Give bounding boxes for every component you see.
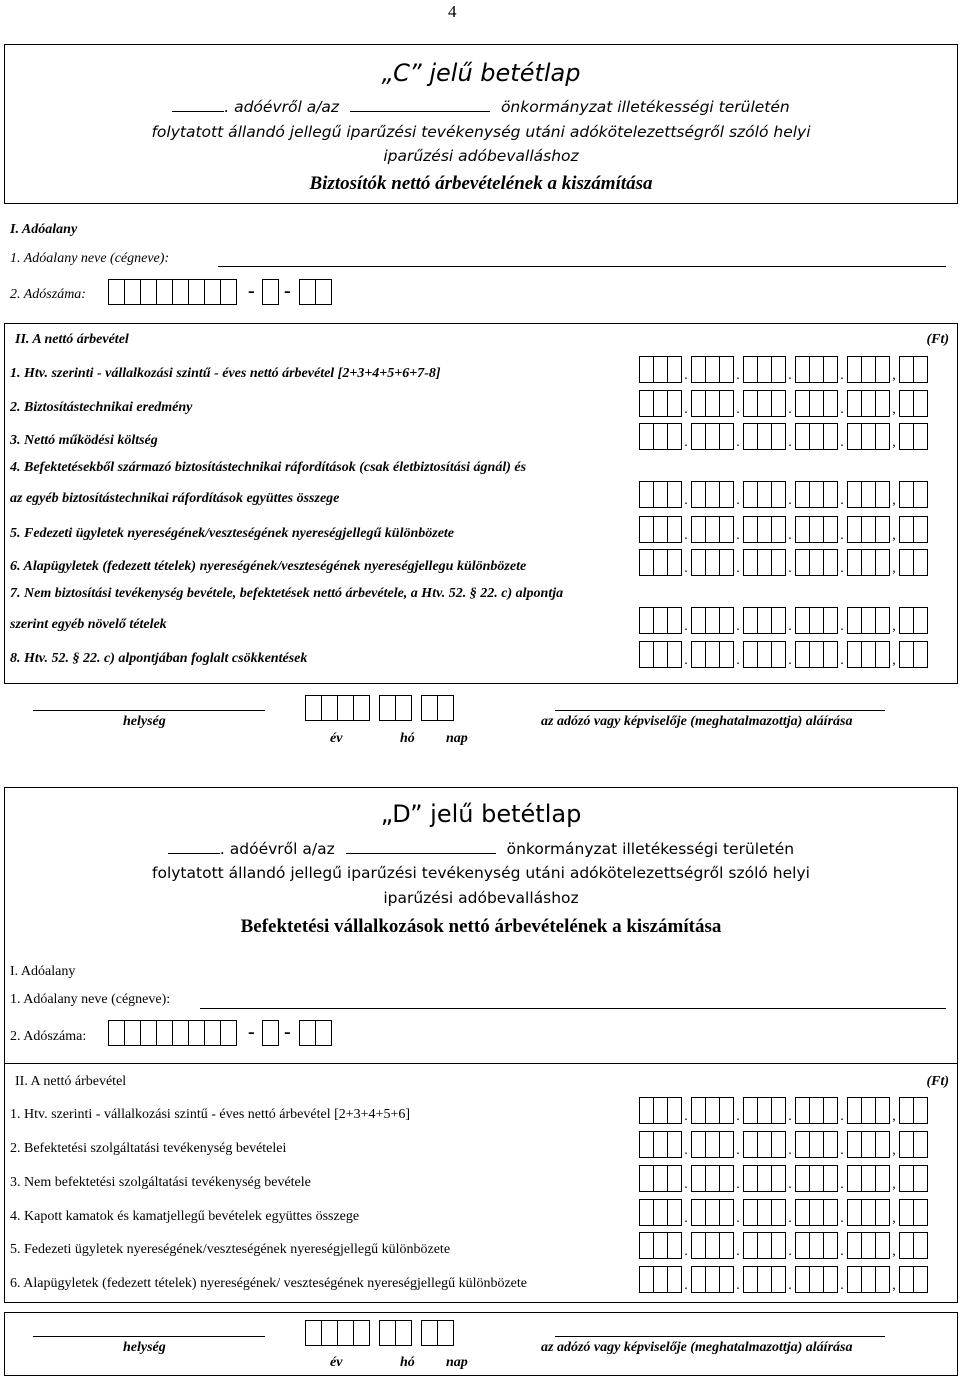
c-tax-number-dash2: - — [284, 280, 291, 302]
d-month-label: hó — [400, 1355, 415, 1370]
c-amount-field[interactable] — [639, 549, 927, 576]
c-month-label: hó — [400, 731, 415, 746]
c-day-label: nap — [446, 731, 468, 746]
d-date-cells[interactable] — [305, 1320, 453, 1346]
c-place-line[interactable] — [33, 710, 265, 711]
d-title: „D” jelű betétlap — [380, 800, 582, 828]
c-amount-field[interactable] — [639, 423, 927, 450]
amount-separator: . — [736, 402, 740, 417]
c-amount-field[interactable] — [639, 641, 927, 668]
c-signature-line[interactable] — [555, 710, 885, 711]
amount-separator: . — [840, 493, 844, 508]
amount-separator: . — [788, 402, 792, 417]
amount-separator: . — [788, 1211, 792, 1226]
c-row-label: 1. Htv. szerinti - vállalkozási szintű - éves nettó árbevétel [2+3+4+5+6+7-8] — [10, 366, 441, 381]
amount-separator: . — [684, 402, 688, 417]
d-signature-label: az adózó vagy képviselője (meghatalmazottja) aláírása — [541, 1340, 853, 1355]
amount-separator: . — [788, 619, 792, 634]
c-header-line3: iparűzési adóbevalláshoz — [383, 147, 579, 165]
c-title: „C” jelű betétlap — [381, 59, 581, 87]
d-tax-number-dash1: - — [248, 1021, 255, 1043]
d-year-label: év — [330, 1355, 343, 1370]
c-row-label: az egyéb biztosítástechnikai ráfordítások együttes összege — [10, 491, 340, 506]
amount-separator: . — [684, 1244, 688, 1259]
amount-separator: . — [788, 1244, 792, 1259]
c-header-year-suffix: . adóévről a/az — [224, 98, 340, 116]
d-header-municipality: önkormányzat illetékességi területén — [506, 840, 795, 858]
d-currency: (Ft) — [926, 1074, 949, 1089]
amount-separator: , — [892, 1244, 896, 1259]
c-header-line2: folytatott állandó jellegű iparűzési tevékenység utáni adókötelezettségről szóló helyi — [151, 123, 811, 141]
d-row-label: 6. Alapügyletek (fedezett tételek) nyereségének/ veszteségének nyereségjellegű különbözete — [10, 1276, 527, 1291]
amount-separator: . — [788, 1109, 792, 1124]
d-amount-field[interactable] — [639, 1232, 927, 1259]
amount-separator: . — [736, 1143, 740, 1158]
c-tax-number-dash1: - — [248, 280, 255, 302]
d-year-blank[interactable] — [168, 838, 220, 854]
amount-separator: . — [736, 368, 740, 383]
c-amount-field[interactable] — [639, 481, 927, 508]
amount-separator: , — [892, 1211, 896, 1226]
amount-separator: . — [840, 1211, 844, 1226]
amount-separator: . — [840, 1109, 844, 1124]
amount-separator: , — [892, 561, 896, 576]
amount-separator: . — [736, 1211, 740, 1226]
amount-separator: . — [736, 1278, 740, 1293]
amount-separator: . — [736, 1244, 740, 1259]
d-header-line2: folytatott állandó jellegű iparűzési tevékenység utáni adókötelezettségről szóló helyi — [152, 864, 810, 882]
c-municipality-blank[interactable] — [350, 96, 490, 112]
c-tax-number-vat-cell[interactable] — [262, 279, 278, 305]
amount-separator: . — [840, 1143, 844, 1158]
d-row-label: 2. Befektetési szolgáltatási tevékenység bevételei — [10, 1141, 287, 1156]
c-year-label: év — [330, 731, 343, 746]
d-amount-field[interactable] — [639, 1097, 927, 1124]
d-revenue-heading: II. A nettó árbevétel — [15, 1074, 127, 1089]
c-tax-number-cells[interactable] — [108, 279, 236, 305]
amount-separator: . — [788, 368, 792, 383]
d-tax-number-county-cells[interactable] — [299, 1020, 331, 1046]
amount-separator: . — [840, 435, 844, 450]
amount-separator: . — [736, 619, 740, 634]
c-row-label: 6. Alapügyletek (fedezett tételek) nyereségének/veszteségének nyereségjellegu különbözete — [10, 559, 527, 574]
d-row-label: 4. Kapott kamatok és kamatjellegű bevételek együttes összege — [10, 1209, 360, 1224]
amount-separator: . — [840, 619, 844, 634]
c-taxpayer-name-label: 1. Adóalany neve (cégneve): — [10, 251, 170, 266]
c-taxpayer-name-field[interactable] — [218, 266, 946, 267]
amount-separator: . — [684, 1177, 688, 1192]
amount-separator: , — [892, 368, 896, 383]
amount-separator: . — [684, 1278, 688, 1293]
d-taxpayer-name-label: 1. Adóalany neve (cégneve): — [10, 992, 171, 1007]
amount-separator: . — [788, 1278, 792, 1293]
amount-separator: . — [736, 435, 740, 450]
c-row-label: 8. Htv. 52. § 22. c) alpontjában foglalt csökkentések — [10, 651, 308, 666]
amount-separator: , — [892, 435, 896, 450]
amount-separator: , — [892, 493, 896, 508]
amount-separator: . — [788, 561, 792, 576]
c-amount-field[interactable] — [639, 607, 927, 634]
amount-separator: . — [684, 653, 688, 668]
c-date-cells[interactable] — [305, 695, 453, 721]
amount-separator: . — [684, 493, 688, 508]
c-row-label: 2. Biztosítástechnikai eredmény — [10, 400, 193, 415]
d-amount-field[interactable] — [639, 1266, 927, 1293]
c-header-municipality: önkormányzat illetékességi területén — [500, 98, 790, 116]
c-signature-label: az adózó vagy képviselője (meghatalmazottja) aláírása — [541, 714, 853, 729]
amount-separator: , — [892, 1143, 896, 1158]
amount-separator: . — [736, 493, 740, 508]
c-year-blank[interactable] — [172, 96, 224, 112]
amount-separator: , — [892, 619, 896, 634]
page-number: 4 — [448, 2, 457, 21]
c-row-label: 5. Fedezeti ügyletek nyereségének/veszteségének nyereségjellegű különbözete — [10, 526, 455, 541]
d-place-line[interactable] — [33, 1336, 265, 1337]
amount-separator: . — [684, 1211, 688, 1226]
amount-separator: . — [788, 435, 792, 450]
d-row-label: 1. Htv. szerinti - vállalkozási szintű - éves nettó árbevétel [2+3+4+5+6] — [10, 1107, 410, 1122]
c-row-label: 4. Befektetésekből származó biztosítástechnikai ráfordítások (csak életbiztosítási ágnál) és — [10, 460, 527, 475]
amount-separator: . — [736, 1109, 740, 1124]
amount-separator: . — [788, 493, 792, 508]
d-tax-number-cells[interactable] — [108, 1020, 236, 1046]
amount-separator: . — [736, 1177, 740, 1192]
amount-separator: , — [892, 1177, 896, 1192]
c-row-label: szerint egyéb növelő tételek — [10, 617, 167, 632]
amount-separator: . — [788, 1177, 792, 1192]
c-header-line1 — [5, 95, 957, 119]
d-subtitle: Befektetési vállalkozások nettó árbevételének a kiszámítása — [240, 916, 722, 937]
d-municipality-blank[interactable] — [346, 838, 496, 854]
c-amount-field[interactable] — [639, 390, 927, 417]
d-amount-field[interactable] — [639, 1165, 927, 1192]
c-taxpayer-heading: I. Adóalany — [10, 222, 78, 237]
d-amount-field[interactable] — [639, 1131, 927, 1158]
d-header-line3: iparűzési adóbevalláshoz — [383, 889, 579, 907]
c-row-label: 7. Nem biztosítási tevékenység bevétele, befektetések nettó árbevétele, a Htv. 52. § 22. c) alpontja — [10, 586, 564, 601]
amount-separator: . — [684, 528, 688, 543]
amount-separator: . — [788, 528, 792, 543]
amount-separator: , — [892, 1109, 896, 1124]
c-amount-field[interactable] — [639, 356, 927, 383]
amount-separator: , — [892, 402, 896, 417]
amount-separator: . — [684, 1143, 688, 1158]
c-place-label: helység — [123, 714, 166, 729]
d-amount-field[interactable] — [639, 1199, 927, 1226]
amount-separator: . — [684, 435, 688, 450]
d-row-label: 3. Nem befektetési szolgáltatási tevékenység bevétele — [10, 1175, 311, 1190]
amount-separator: . — [840, 402, 844, 417]
d-row-label: 5. Fedezeti ügyletek nyereségének/veszteségének nyereségjellegű különbözete — [10, 1242, 451, 1257]
amount-separator: . — [736, 561, 740, 576]
amount-separator: , — [892, 653, 896, 668]
amount-separator: , — [892, 1278, 896, 1293]
amount-separator: . — [684, 368, 688, 383]
c-subtitle: Biztosítók nettó árbevételének a kiszámítása — [309, 173, 653, 194]
amount-separator: . — [788, 1143, 792, 1158]
c-revenue-heading: II. A nettó árbevétel — [15, 332, 129, 347]
amount-separator: . — [840, 1278, 844, 1293]
amount-separator: . — [840, 1177, 844, 1192]
amount-separator: . — [788, 653, 792, 668]
d-tax-number-label: 2. Adószáma: — [10, 1029, 87, 1044]
d-place-label: helység — [123, 1340, 166, 1355]
amount-separator: , — [892, 528, 896, 543]
d-header-line1 — [5, 837, 957, 861]
d-tax-number-dash2: - — [284, 1021, 291, 1043]
amount-separator: . — [840, 528, 844, 543]
c-currency: (Ft) — [926, 332, 949, 347]
amount-separator: . — [736, 653, 740, 668]
amount-separator: . — [736, 528, 740, 543]
amount-separator: . — [684, 561, 688, 576]
c-tax-number-county-cells[interactable] — [299, 279, 331, 305]
d-taxpayer-heading: I. Adóalany — [10, 964, 76, 979]
amount-separator: . — [684, 1109, 688, 1124]
amount-separator: . — [840, 1244, 844, 1259]
c-amount-field[interactable] — [639, 516, 927, 543]
d-header-year-suffix: . adóévről a/az — [219, 840, 335, 858]
d-tax-number-vat-cell[interactable] — [262, 1020, 278, 1046]
amount-separator: . — [840, 368, 844, 383]
d-taxpayer-name-field[interactable] — [200, 1008, 946, 1009]
c-tax-number-label: 2. Adószáma: — [10, 287, 86, 302]
d-signature-line[interactable] — [555, 1336, 885, 1337]
amount-separator: . — [684, 619, 688, 634]
amount-separator: . — [840, 653, 844, 668]
c-row-label: 3. Nettó működési költség — [10, 433, 158, 448]
c-header-box — [4, 44, 958, 204]
d-day-label: nap — [446, 1355, 468, 1370]
amount-separator: . — [840, 561, 844, 576]
